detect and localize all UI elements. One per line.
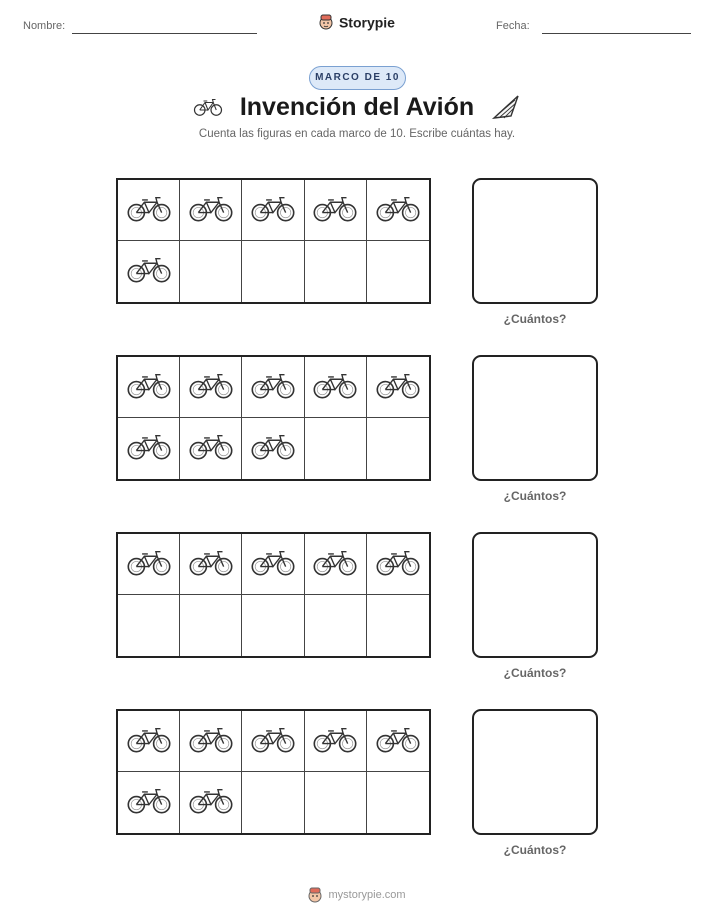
bicycle-icon [250,429,296,468]
bicycle-icon [126,368,172,407]
date-label: Fecha: [496,20,530,32]
frame-cell [367,180,429,241]
frame-cell [367,772,429,833]
page-title: Invención del Avión [239,92,475,121]
frame-cell [242,241,304,302]
frame-cell [242,595,304,656]
bicycle-icon [375,191,421,230]
frame-cell [305,595,367,656]
answer-box-2[interactable] [472,355,598,481]
ten-frame-4 [116,709,431,835]
frame-cell [242,418,304,479]
frame-cell [118,595,180,656]
how-many-label: ¿Cuántos? [503,489,567,503]
date-line[interactable] [542,33,691,34]
name-label: Nombre: [23,20,66,32]
frame-cell [180,534,242,595]
ten-frame-1 [116,178,431,304]
storypie-logo-icon [319,14,333,30]
bicycle-icon [188,545,234,584]
bicycle-icon [188,429,234,468]
frame-cell [118,418,180,479]
bicycle-icon [126,252,172,291]
frame-cell [180,595,242,656]
frame-cell [118,357,180,418]
frame-cell [180,711,242,772]
frame-cell [118,180,180,241]
frame-cell [367,418,429,479]
frame-cell [367,595,429,656]
title-row [0,92,714,122]
bicycle-icon [126,545,172,584]
frame-cell [242,180,304,241]
frame-cell [305,772,367,833]
frame-cell [367,241,429,302]
frame-cell [305,534,367,595]
frame-cell [242,534,304,595]
frame-cell [180,357,242,418]
storypie-logo-icon [308,887,322,903]
frame-cell [242,357,304,418]
bicycle-icon [188,191,234,230]
bicycle-icon [188,368,234,407]
frame-cell [367,534,429,595]
bicycle-icon [126,722,172,761]
frame-cell [180,772,242,833]
answer-box-1[interactable] [472,178,598,304]
name-line[interactable] [72,33,257,34]
bicycle-icon [312,191,358,230]
bicycle-icon [250,191,296,230]
frame-cell [305,241,367,302]
bicycle-icon [126,783,172,822]
worksheet-badge: MARCO DE 10 [309,66,406,90]
bicycle-icon [188,722,234,761]
frame-cell [305,418,367,479]
frame-cell [118,772,180,833]
frame-cell [118,711,180,772]
bicycle-icon [126,429,172,468]
bicycle-icon [250,545,296,584]
frame-cell [305,711,367,772]
ten-frame-2 [116,355,431,481]
bicycle-icon [375,545,421,584]
footer-url: mystorypie.com [328,889,406,901]
ten-frame-3 [116,532,431,658]
bicycle-icon [312,368,358,407]
bicycle-icon [312,722,358,761]
brand-name: Storypie [338,14,395,31]
paper-plane-wing-icon [491,92,521,122]
how-many-label: ¿Cuántos? [503,843,567,857]
bicycle-icon [188,783,234,822]
answer-box-4[interactable] [472,709,598,835]
frame-cell [180,180,242,241]
frame-cell [305,357,367,418]
frame-cell [367,357,429,418]
frame-cell [118,534,180,595]
bicycle-icon [193,97,223,117]
frame-cell [180,418,242,479]
bicycle-icon [126,191,172,230]
bicycle-icon [375,368,421,407]
frame-cell [180,241,242,302]
answer-box-3[interactable] [472,532,598,658]
bicycle-icon [312,545,358,584]
frame-cell [242,711,304,772]
frame-cell [367,711,429,772]
frame-cell [118,241,180,302]
instructions: Cuenta las figuras en cada marco de 10. Escribe cuántas hay. [198,128,516,140]
bicycle-icon [250,368,296,407]
footer [0,887,714,903]
brand [0,13,714,30]
bicycle-icon [250,722,296,761]
how-many-label: ¿Cuántos? [503,666,567,680]
how-many-label: ¿Cuántos? [503,312,567,326]
frame-cell [305,180,367,241]
frame-cell [242,772,304,833]
bicycle-icon [375,722,421,761]
